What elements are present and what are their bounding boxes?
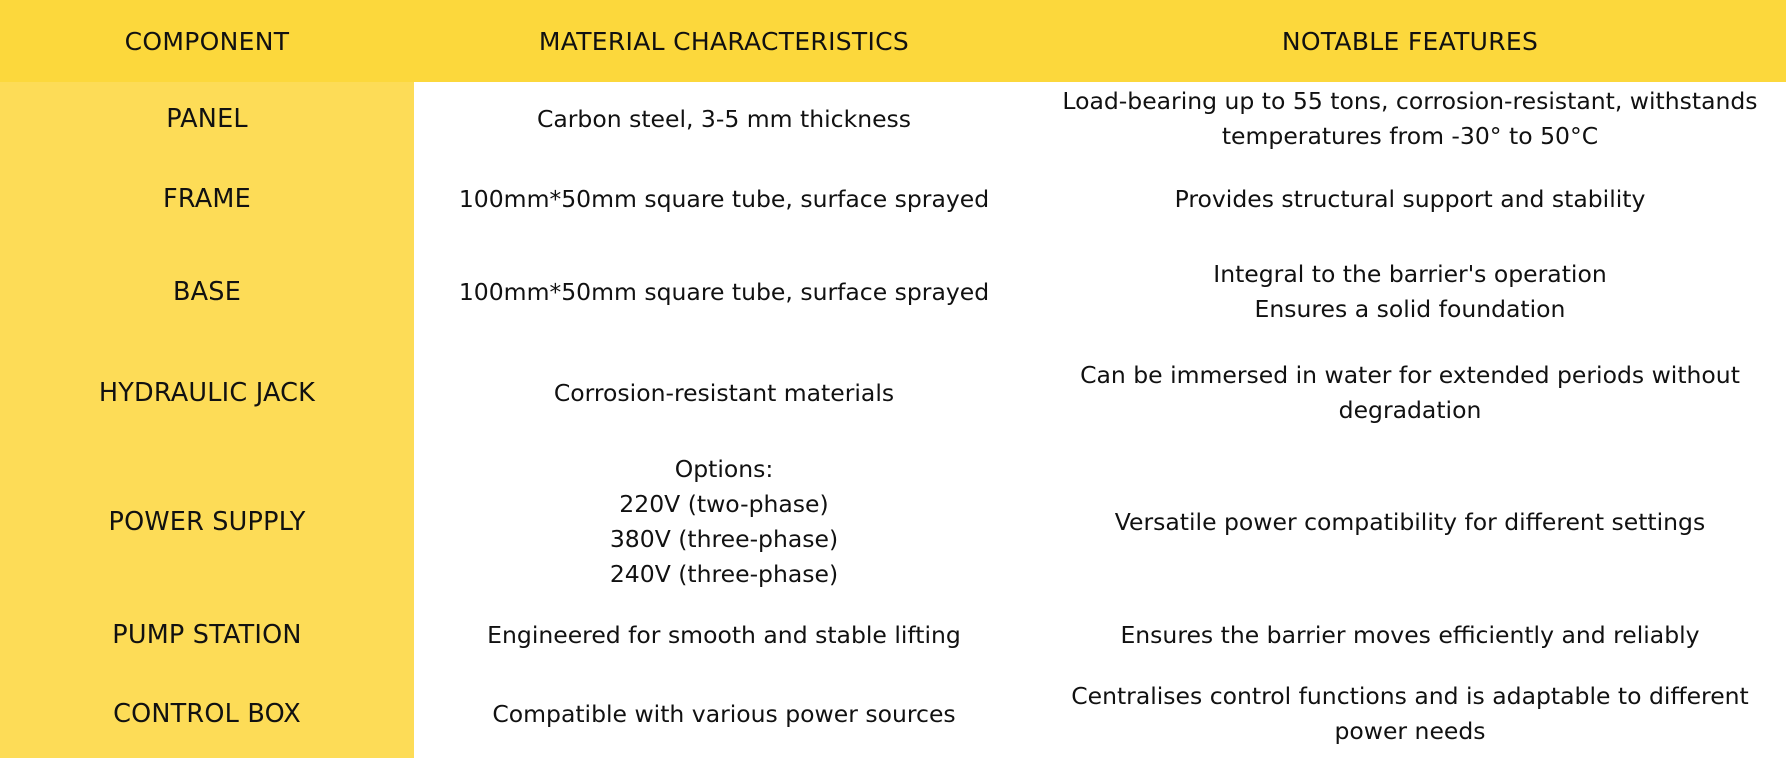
material-cell: 100mm*50mm square tube, surface sprayed xyxy=(458,277,990,306)
features-cell: Load-bearing up to 55 tons, corrosion-resistant, withstands temperatures from -30° to 50°C xyxy=(1062,87,1758,150)
table-row xyxy=(0,156,1786,242)
table-row xyxy=(0,600,1786,670)
component-cell: HYDRAULIC JACK xyxy=(98,377,316,408)
component-cell: PUMP STATION xyxy=(112,619,302,650)
features-cell: Centralises control functions and is adaptable to different power needs xyxy=(1071,682,1749,745)
features-cell: Versatile power compatibility for different settings xyxy=(1114,507,1706,536)
table-row xyxy=(0,342,1786,444)
component-cell: POWER SUPPLY xyxy=(108,506,306,537)
material-cell: Engineered for smooth and stable lifting xyxy=(487,620,961,649)
table-row xyxy=(0,444,1786,600)
table-row xyxy=(0,242,1786,342)
component-cell: BASE xyxy=(172,276,242,307)
material-cell: 100mm*50mm square tube, surface sprayed xyxy=(458,184,990,213)
header-component: COMPONENT xyxy=(124,26,290,56)
material-cell: Options: 220V (two-phase) 380V (three-phase) 240V (three-phase) xyxy=(609,455,839,588)
header-material-characteristics: MATERIAL CHARACTERISTICS xyxy=(538,26,910,56)
features-cell: Can be immersed in water for extended periods without degradation xyxy=(1080,361,1740,424)
material-cell: Compatible with various power sources xyxy=(492,699,956,728)
component-cell: CONTROL BOX xyxy=(113,698,301,729)
header-notable-features: NOTABLE FEATURES xyxy=(1281,26,1539,56)
table-row xyxy=(0,670,1786,758)
component-cell: FRAME xyxy=(163,183,251,214)
features-cell: Ensures the barrier moves efficiently and reliably xyxy=(1120,620,1700,649)
material-cell: Corrosion-resistant materials xyxy=(553,378,895,407)
features-cell: Integral to the barrier's operation Ensures a solid foundation xyxy=(1213,260,1607,323)
component-cell: PANEL xyxy=(166,103,248,134)
table-row xyxy=(0,82,1786,156)
features-cell: Provides structural support and stability xyxy=(1174,184,1646,213)
table-header xyxy=(0,0,1786,82)
material-cell: Carbon steel, 3-5 mm thickness xyxy=(536,104,912,133)
